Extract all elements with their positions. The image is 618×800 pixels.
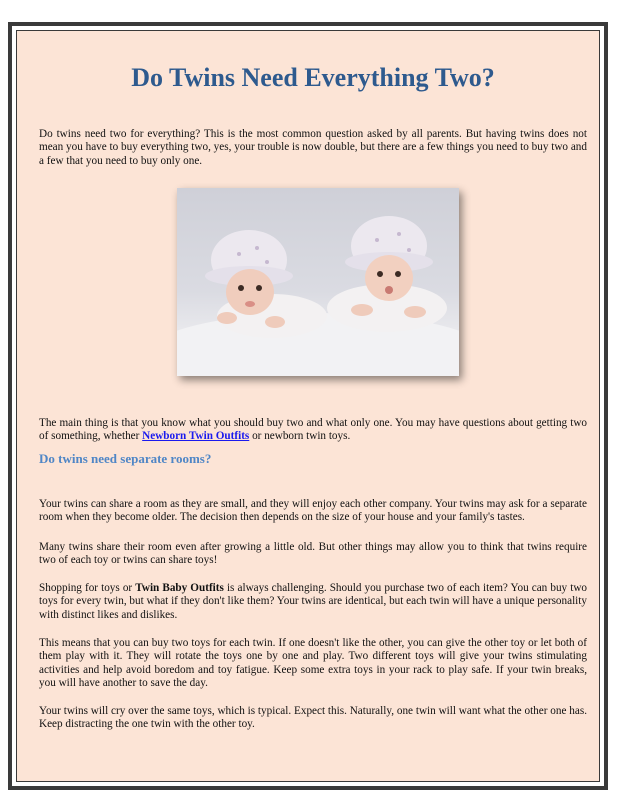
paragraph-3: [39, 582, 587, 622]
main-thing-text: [39, 417, 587, 444]
paragraph-4: [39, 637, 587, 691]
newborn-twin-outfits-link[interactable]: Newborn Twin Outfits: [142, 430, 250, 443]
page-title: Do Twins Need Everything Two?: [131, 63, 495, 92]
main-thing-before: The main thing is that you know what you should buy two and what only one. You may have questions about getting two of something, whether: [39, 417, 587, 443]
paragraph-3-text: [39, 582, 587, 622]
page-content-area: [16, 30, 600, 782]
intro-paragraph: [39, 128, 587, 168]
paragraph-3-after: is always challenging. Should you purchase two of each item? You can buy two toys for every twin, but what if they don't like them? Your twins are identical, but each twin will have a unique personality with distinct likes and dislikes.: [39, 582, 587, 621]
page-border: [8, 22, 608, 790]
main-thing-paragraph: [39, 417, 587, 444]
paragraph-1: [39, 498, 587, 525]
paragraph-5-text: Your twins will cry over the same toys, which is typical. Expect this. Naturally, one twin will want what the other one has. Keep distracting the one twin with the other toy.: [39, 705, 587, 731]
paragraph-2: [39, 541, 587, 568]
twin-babies-illustration: [177, 188, 459, 376]
intro-text: Do twins need two for everything? This is the most common question asked by all parents. But having twins does not mean you have to buy everything two, yes, your trouble is now double, but there are a few things you need to buy two and a few that you need to buy only one.: [39, 128, 587, 167]
paragraph-1-text: Your twins can share a room as they are small, and they will enjoy each other company. Your twins may ask for a separate room when they become older. The decision then depends on the size of your house and your family's tastes.: [39, 498, 587, 524]
section-heading: Do twins need separate rooms?: [39, 451, 212, 466]
twin-babies-photo: [177, 188, 459, 376]
paragraph-3-before: Shopping for toys or: [39, 582, 136, 594]
paragraph-5: [39, 705, 587, 732]
paragraph-2-text: Many twins share their room even after growing a little old. But other things may allow you to think that twins require two of each toy or twins can share toys!: [39, 541, 587, 567]
paragraph-4-text: This means that you can buy two toys for each twin. If one doesn't like the other, you can give the other toy or let both of them play with it. They will rotate the toys one by one and play. Two different toys will give your twins stimulating activities and help avoid boredom and toy fatigue. Keep some extra toys in your rack to play safe. If your twin breaks, you will have another to save the day.: [39, 637, 587, 690]
main-thing-after: or newborn twin toys.: [249, 430, 351, 443]
twin-baby-outfits-bold: Twin Baby Outfits: [135, 582, 224, 594]
